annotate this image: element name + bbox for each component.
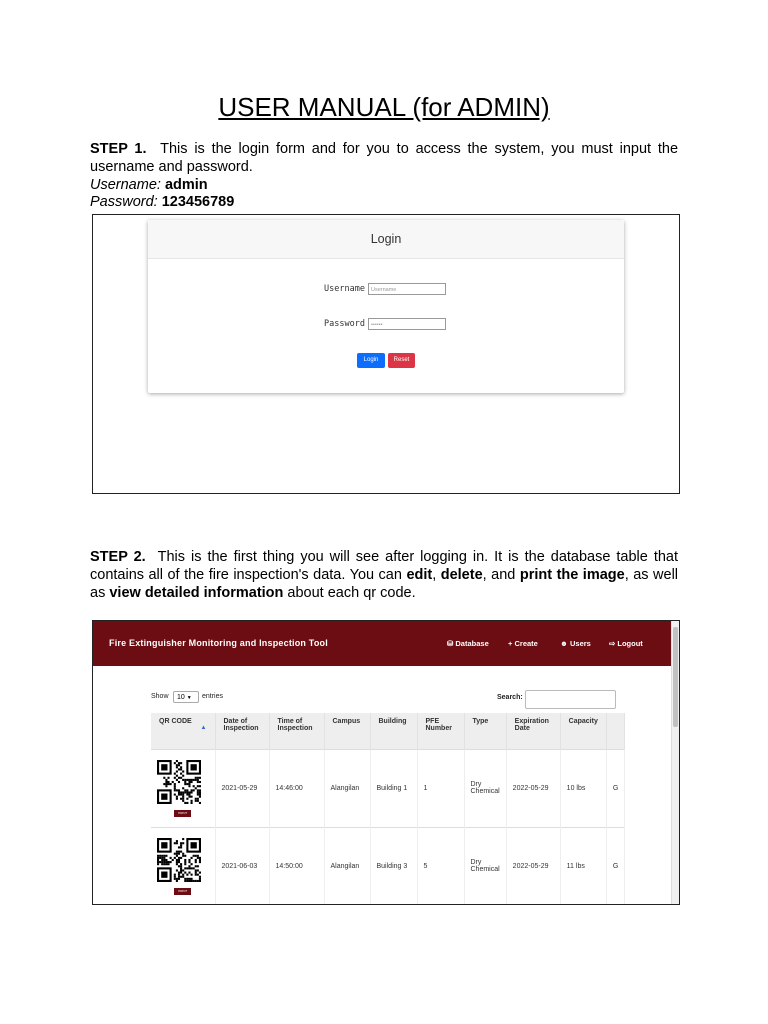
search-input[interactable] [525, 690, 616, 709]
step2-view: view detailed information [109, 585, 284, 601]
column-header[interactable] [151, 713, 215, 749]
time-cell: 14:46:00 [269, 749, 324, 827]
column-header[interactable]: Campus [324, 713, 370, 749]
nav-database-label: Database [455, 639, 489, 648]
overflow-cell: G [606, 827, 624, 905]
step2-label: STEP 2. [90, 549, 146, 565]
step1-text: This is the login form and for you to access the system, you must input the username and password. [90, 141, 679, 175]
login-screenshot [92, 214, 680, 494]
step2-edit: edit [406, 567, 433, 583]
step1-label: STEP 1. [90, 141, 147, 157]
document-title: USER MANUAL (for ADMIN) [218, 92, 550, 122]
date-cell: 2021-06-03 [215, 827, 269, 905]
username-input[interactable]: Username [368, 283, 446, 295]
nav-logout[interactable] [609, 621, 643, 666]
data-table [151, 713, 625, 905]
building-cell: Building 1 [370, 749, 417, 827]
app-brand[interactable]: Fire Extinguisher Monitoring and Inspection Tool [109, 638, 328, 648]
step2-text: This is the first thing you will see after logging in. It is the database table that contains all of the fire inspection's data. You can [90, 549, 678, 583]
logout-icon: ⇨ [609, 639, 616, 648]
username-credential-value: admin [164, 177, 208, 193]
nav-logout-label: Logout [617, 639, 643, 648]
type-cell: Dry Chemical [464, 749, 506, 827]
table-row [151, 827, 625, 905]
entries-select-value: 10 [177, 694, 185, 701]
column-header[interactable]: Date of Inspection [215, 713, 269, 749]
username-label: Username [324, 284, 365, 294]
nav-users-label: Users [570, 639, 591, 648]
column-header[interactable]: Capacity [560, 713, 606, 749]
column-header[interactable]: Expiration Date [506, 713, 560, 749]
nav-create-label: Create [514, 639, 538, 648]
column-header[interactable]: Time of Inspection [269, 713, 324, 749]
column-header [606, 713, 624, 749]
database-icon: ⛁ [447, 639, 454, 648]
reset-button[interactable]: Reset [388, 353, 415, 368]
step2-print: print the image [519, 567, 625, 583]
capacity-cell: 11 lbs [560, 827, 606, 905]
sort-arrow-icon: ▲ [200, 725, 207, 731]
password-credential-value: 123456789 [161, 194, 235, 210]
pfe-cell: 5 [417, 827, 464, 905]
nav-users[interactable] [560, 621, 591, 666]
column-header-label: QR CODE [159, 718, 192, 725]
password-credential [90, 194, 234, 211]
qr-code-image[interactable] [157, 760, 201, 804]
print-button[interactable]: PRINT [174, 888, 191, 895]
column-header[interactable]: PFE Number [417, 713, 464, 749]
qr-code-image[interactable] [157, 838, 201, 882]
print-button[interactable]: PRINT [174, 810, 191, 817]
step2-and: , and [482, 567, 516, 583]
step2-delete: delete [440, 567, 483, 583]
pfe-cell: 1 [417, 749, 464, 827]
entries-select[interactable] [173, 691, 199, 703]
column-header[interactable]: Building [370, 713, 417, 749]
expiration-cell: 2022-05-29 [506, 749, 560, 827]
chevron-down-icon: ▼ [186, 695, 192, 701]
plus-icon: + [508, 639, 513, 648]
nav-database[interactable] [447, 621, 489, 666]
step2-as-well-as: , as well as [90, 567, 679, 601]
database-screenshot [92, 620, 680, 905]
qr-cell [151, 749, 215, 827]
password-label: Password [324, 319, 365, 329]
login-button[interactable]: Login [357, 353, 385, 368]
capacity-cell: 10 lbs [560, 749, 606, 827]
login-card [148, 220, 624, 393]
password-input[interactable]: •••••• [368, 318, 446, 330]
step2-tail: about each qr code. [287, 585, 416, 601]
entries-label: entries [202, 693, 224, 700]
scrollbar[interactable] [671, 621, 679, 905]
step2-paragraph: STEP 2. This is the first thing you will see after logging in. It is the database table that contains all of the fire inspection's data. You can edit, delete, and print the image, as well as view detailed information about each qr code. [90, 549, 679, 601]
table-header-row [151, 713, 625, 749]
date-cell: 2021-05-29 [215, 749, 269, 827]
login-heading: Login [148, 220, 624, 259]
step1-paragraph [90, 140, 678, 176]
time-cell: 14:50:00 [269, 827, 324, 905]
type-cell: Dry Chemical [464, 827, 506, 905]
app-navbar [93, 621, 673, 666]
building-cell: Building 3 [370, 827, 417, 905]
column-header[interactable]: Type [464, 713, 506, 749]
campus-cell: Alangilan [324, 827, 370, 905]
username-credential [90, 177, 208, 194]
password-credential-label: Password: [90, 194, 158, 210]
scrollbar-thumb[interactable] [673, 627, 678, 727]
campus-cell: Alangilan [324, 749, 370, 827]
show-label: Show [151, 693, 169, 700]
username-credential-label: Username: [90, 177, 161, 193]
search-label: Search: [497, 694, 523, 701]
users-icon: ☻ [560, 639, 568, 648]
overflow-cell: G [606, 749, 624, 827]
expiration-cell: 2022-05-29 [506, 827, 560, 905]
table-row [151, 749, 625, 827]
nav-create[interactable] [508, 621, 538, 666]
qr-cell [151, 827, 215, 905]
